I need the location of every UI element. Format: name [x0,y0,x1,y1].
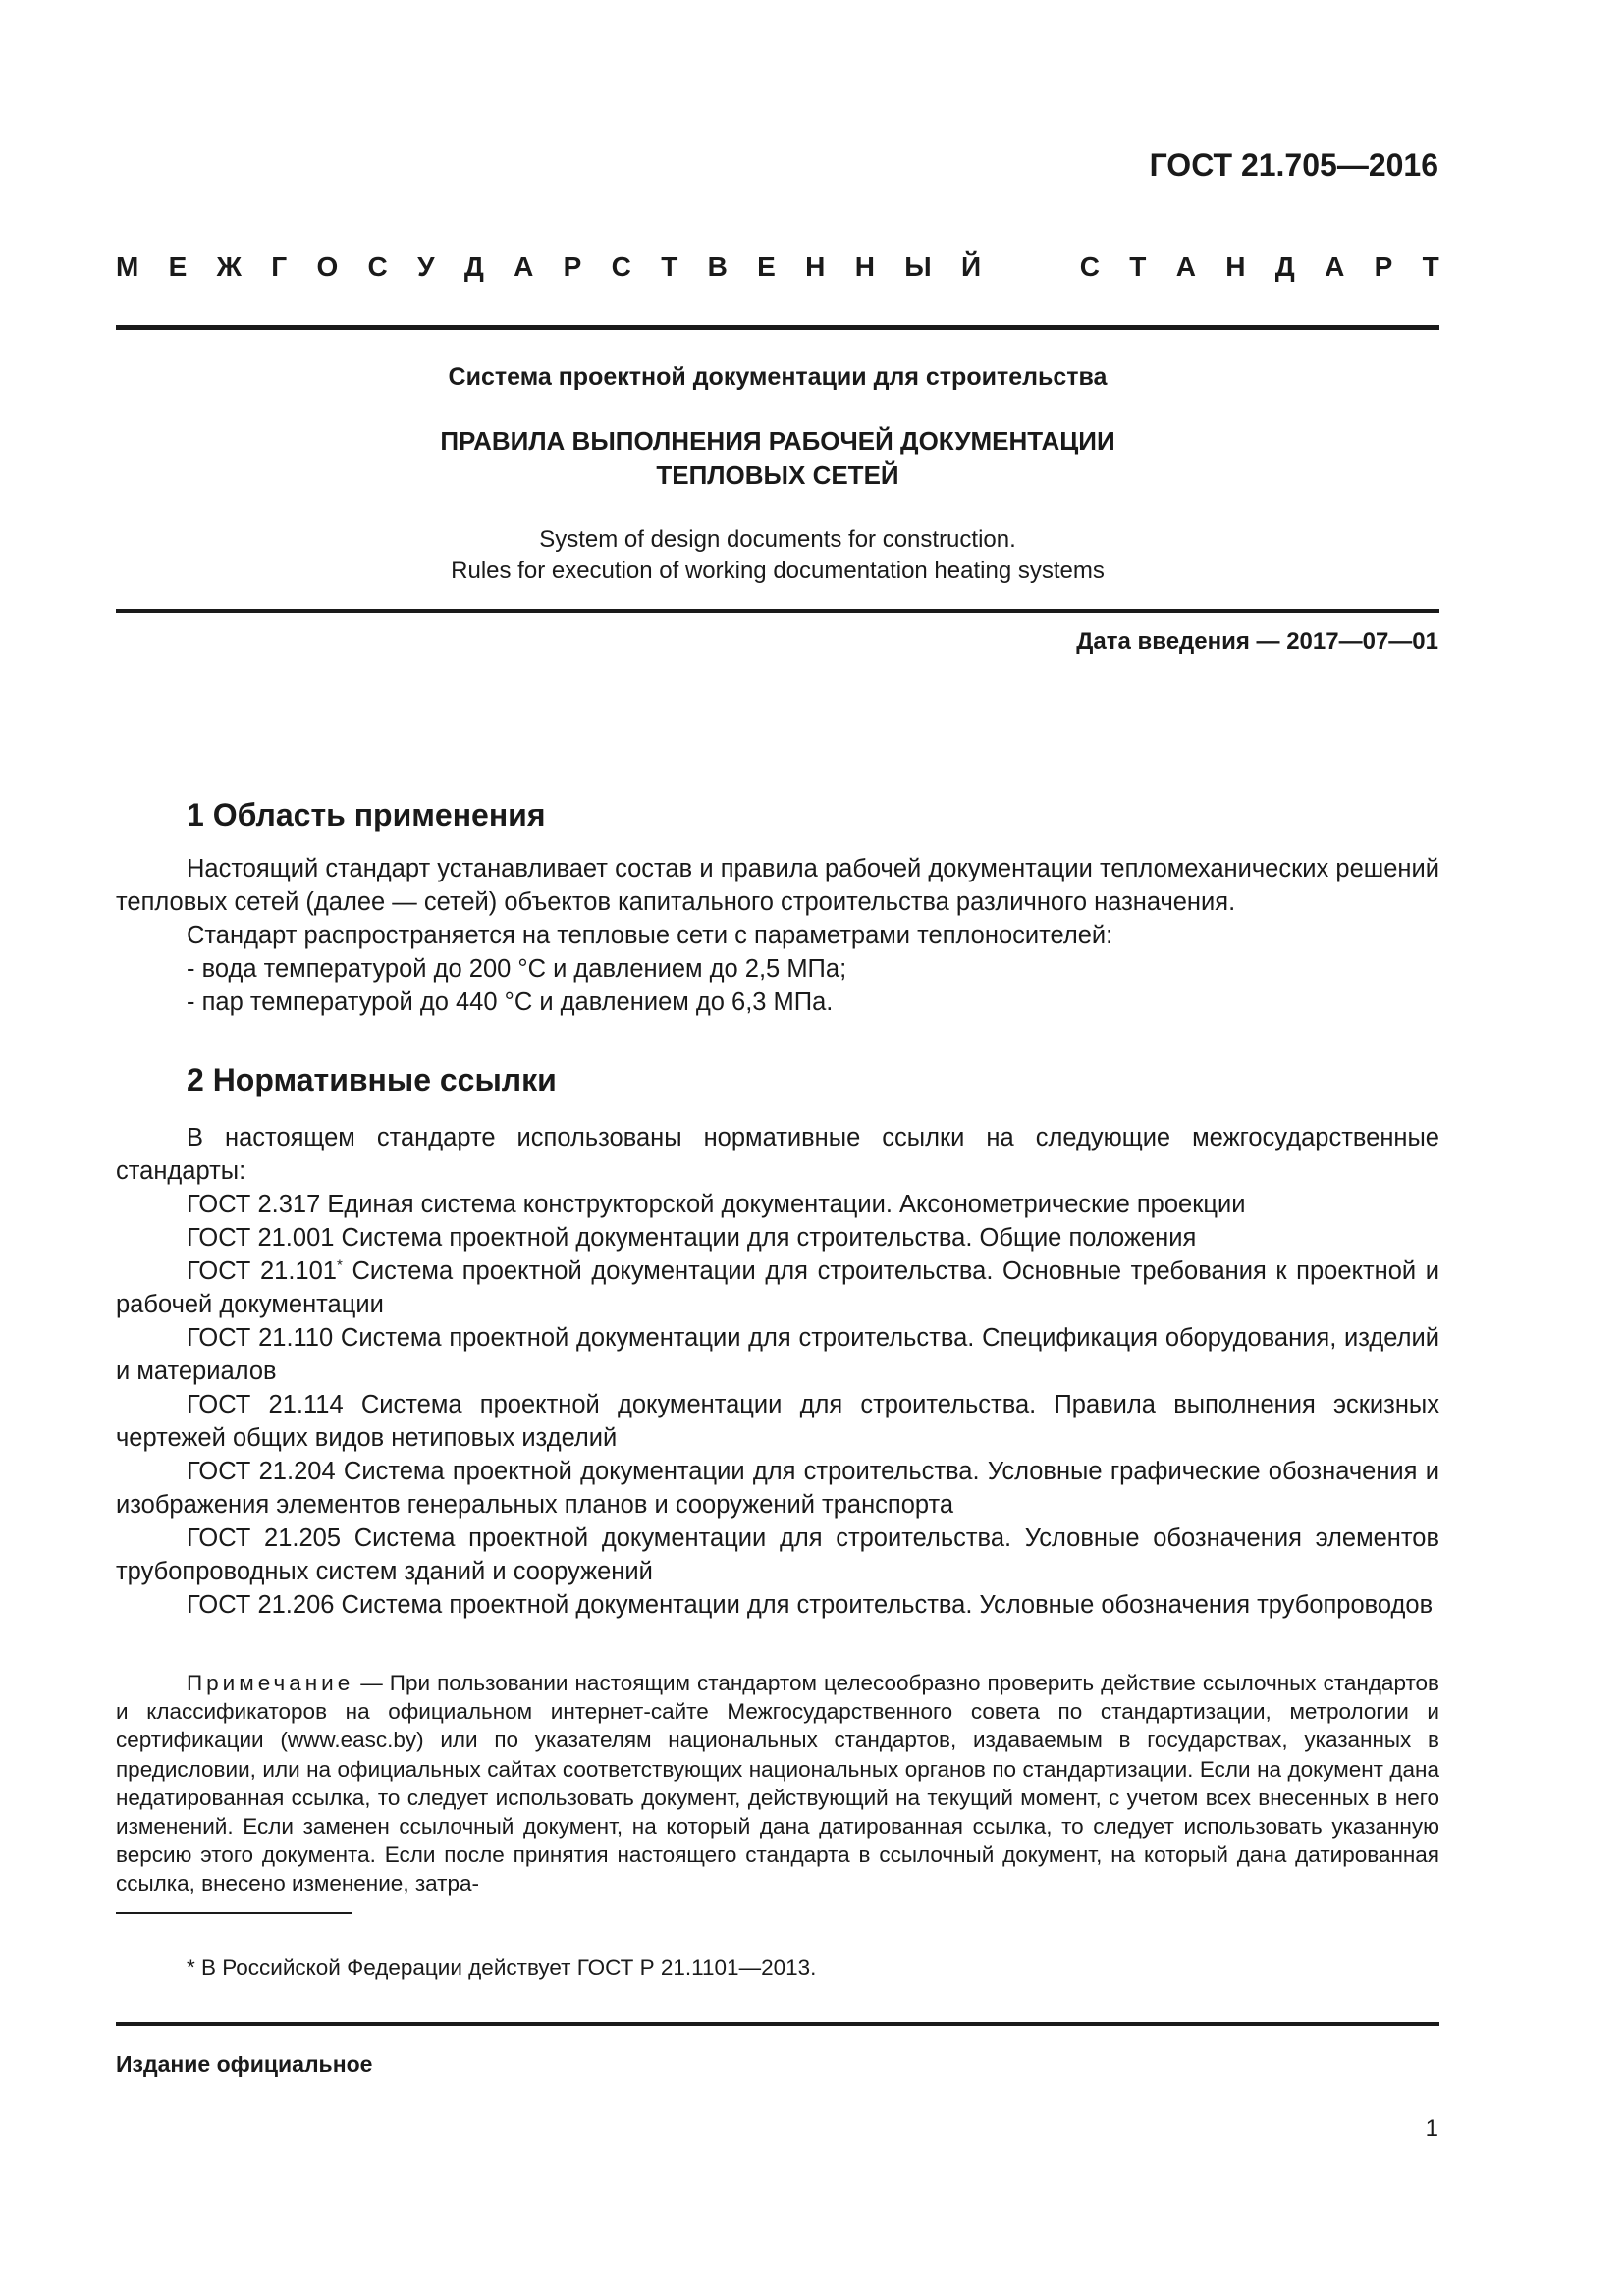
document-title [116,424,1439,493]
reference-title: Система проектной документации для строительства. Спецификация оборудования, изделий и материалов [116,1324,1439,1385]
section-1-body [116,852,1439,1019]
reference-code: ГОСТ 21.101 [187,1257,337,1285]
heading-letter: Й [960,251,982,282]
heading-letter: Д [1274,251,1295,282]
reference-title: Система проектной документации для строительства. Основные требования к проектной и рабочей документации [116,1257,1440,1318]
heading-letter: М [116,251,139,282]
heading-letter: А [514,251,534,282]
heading-letter: Н [1225,251,1246,282]
english-title [116,524,1439,587]
section-1-paragraph: Стандарт распространяется на тепловые сети с параметрами теплоносителей: [187,922,1113,949]
section-1-list-item: - вода температурой до 200 °C и давлением до 2,5 МПа; [187,955,847,983]
note-label: Примечание [187,1671,354,1695]
heading-word-gap [1010,251,1050,283]
reference-item [116,1188,1439,1221]
section-2-intro: В настоящем стандарте использованы нормативные ссылки на следующие межгосударственные стандарты: [116,1124,1439,1185]
heading-letter: А [1175,251,1196,282]
heading-letter: О [316,251,339,282]
interstate-standard-heading [116,251,1439,283]
footnote: * В Российской Федерации действует ГОСТ Р 21.1101—2013. [187,1955,817,1980]
heading-letter: Т [1422,251,1439,282]
reference-list [116,1188,1439,1622]
footnote-mark: * [336,1256,343,1274]
heading-letter: С [1079,251,1100,282]
reference-item [116,1388,1439,1455]
title-line-1: ПРАВИЛА ВЫПОЛНЕНИЯ РАБОЧЕЙ ДОКУМЕНТАЦИИ [440,426,1115,455]
heading-letter: Н [854,251,875,282]
heading-letter: Т [1129,251,1147,282]
header-rule [116,325,1439,330]
heading-letter: Е [168,251,188,282]
heading-letter: С [611,251,631,282]
english-title-line-2: Rules for execution of working documentation heating systems [451,558,1105,584]
section-1-paragraph: Настоящий стандарт устанавливает состав и правила рабочей документации тепломеханических решений тепловых сетей (далее — сетей) объектов капитального строительства различного назначения. [116,855,1439,916]
note-paragraph [116,1669,1439,1898]
heading-letter: Ж [216,251,242,282]
section-1-heading: 1 Область применения [187,797,546,832]
reference-code: ГОСТ 21.114 [187,1391,344,1418]
official-edition-label: Издание официальное [116,2052,373,2077]
heading-letter: Г [271,251,288,282]
reference-title: Система проектной документации для строительства. Общие положения [341,1224,1197,1252]
series-title: Система проектной документации для строительства [448,363,1108,391]
heading-letter: Р [563,251,582,282]
heading-letter: В [707,251,728,282]
reference-item [116,1255,1439,1321]
reference-item [116,1221,1439,1255]
title-rule [116,609,1439,613]
reference-code: ГОСТ 21.205 [187,1524,342,1552]
heading-letter: Ы [904,251,932,282]
section-1-list-item: - пар температурой до 440 °C и давлением до 6,3 МПа. [187,988,834,1016]
reference-code: ГОСТ 2.317 [187,1191,321,1218]
reference-title: Система проектной документации для строительства. Условные графические обозначения и изображения элементов генеральных планов и сооружений транспорта [116,1458,1439,1519]
footer-rule [116,2022,1439,2026]
heading-letter: Р [1374,251,1393,282]
reference-code: ГОСТ 21.001 [187,1224,335,1252]
introduction-date: Дата введения — 2017—07—01 [1076,628,1438,655]
reference-item [116,1321,1439,1388]
standard-number: ГОСТ 21.705—2016 [1149,147,1438,183]
heading-letter: А [1325,251,1345,282]
reference-code: ГОСТ 21.204 [187,1458,336,1485]
heading-letter: Е [757,251,776,282]
reference-code: ГОСТ 21.206 [187,1591,335,1619]
reference-item [116,1588,1439,1622]
note-text: — При пользовании настоящим стандартом целесообразно проверить действие ссылочных стандартов и классификаторов на официальном интернет-сайте Межгосударственного совета по стандартизации, метрологии и сертификации (www.easc.by) или по указателям национальных стандартов, издаваемым в государствах, указанных в предисловии, или на официальных сайтах соответствующих национальных органов по стандартизации. Если на документ дана недатированная ссылка, то следует использовать документ, действующий на текущий момент, с учетом всех внесенных в него изменений. Если заменен ссылочный документ, на который дана датированная ссылка, то следует использовать указанную версию этого документа. Если после принятия настоящего стандарта в ссылочный документ, на который дана датированная ссылка, внесено изменение, затра- [116,1671,1439,1896]
reference-title: Единая система конструкторской документации. Аксонометрические проекции [327,1191,1246,1218]
reference-title: Система проектной документации для строительства. Правила выполнения эскизных чертежей общих видов нетиповых изделий [116,1391,1439,1452]
heading-letter: У [417,251,435,282]
title-line-2: ТЕПЛОВЫХ СЕТЕЙ [656,460,899,490]
heading-letter: Т [661,251,678,282]
reference-item [116,1455,1439,1522]
reference-item [116,1522,1439,1588]
footnote-rule [116,1912,352,1914]
english-title-line-1: System of design documents for construction. [539,526,1016,553]
reference-title: Система проектной документации для строительства. Условные обозначения трубопроводов [341,1591,1434,1619]
reference-title: Система проектной документации для строительства. Условные обозначения элементов трубопроводных систем зданий и сооружений [116,1524,1440,1585]
heading-letter: Д [463,251,484,282]
reference-code: ГОСТ 21.110 [187,1324,334,1352]
page-number: 1 [1425,2115,1438,2142]
section-2-heading: 2 Нормативные ссылки [187,1062,557,1097]
heading-letter: С [367,251,388,282]
heading-letter: Н [805,251,826,282]
section-2-body [116,1121,1439,1622]
